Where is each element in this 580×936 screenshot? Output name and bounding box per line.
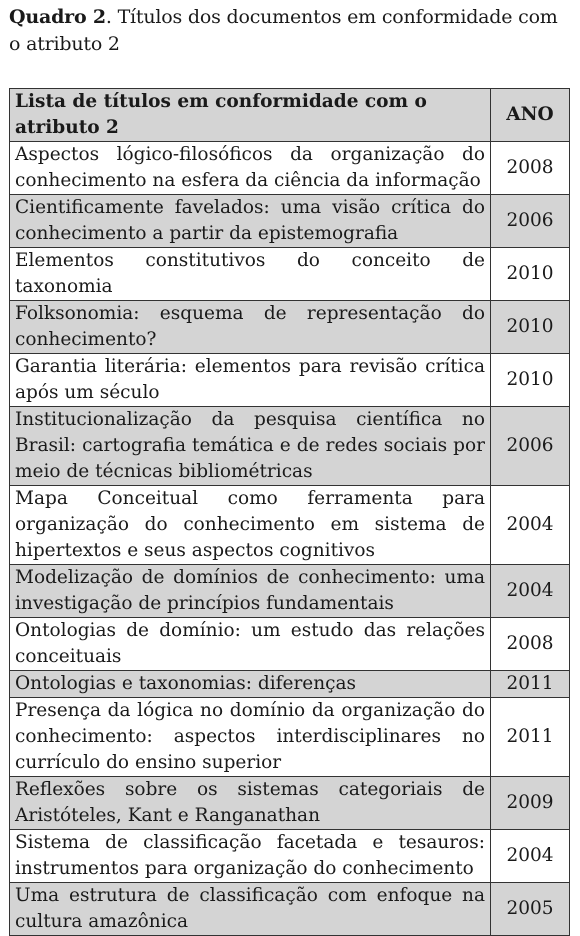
title-column-header: Lista de títulos em conformidade com o atributo 2 bbox=[10, 89, 491, 142]
table-row bbox=[10, 248, 570, 301]
table-row bbox=[10, 407, 570, 486]
document-title-cell: Modelização de domínios de conhecimento: uma investigação de princípios fundamentais bbox=[10, 565, 491, 618]
table-row bbox=[10, 142, 570, 195]
table-row bbox=[10, 486, 570, 565]
table-caption bbox=[9, 4, 569, 58]
document-year-cell: 2004 bbox=[491, 830, 570, 883]
document-title-cell: Reflexões sobre os sistemas categoriais de Aristóteles, Kant e Ranganathan bbox=[10, 777, 491, 830]
document-year-cell: 2011 bbox=[491, 671, 570, 698]
table-body bbox=[10, 142, 570, 936]
table-row bbox=[10, 698, 570, 777]
document-year-cell: 2004 bbox=[491, 565, 570, 618]
table-row bbox=[10, 354, 570, 407]
header-row bbox=[10, 89, 570, 142]
document-year-cell: 2005 bbox=[491, 883, 570, 936]
table-row bbox=[10, 195, 570, 248]
table-row bbox=[10, 830, 570, 883]
document-title-cell: Garantia literária: elementos para revisão crítica após um século bbox=[10, 354, 491, 407]
table-row bbox=[10, 565, 570, 618]
document-title-cell: Ontologias de domínio: um estudo das relações conceituais bbox=[10, 618, 491, 671]
caption-text: . Títulos dos documentos em conformidade com o atributo 2 bbox=[9, 6, 558, 55]
document-title-cell: Institucionalização da pesquisa científica no Brasil: cartografia temática e de redes sociais por meio de técnicas bibliométricas bbox=[10, 407, 491, 486]
document-title-cell: Sistema de classificação facetada e tesauros: instrumentos para organização do conhecimento bbox=[10, 830, 491, 883]
document-year-cell: 2009 bbox=[491, 777, 570, 830]
table-row bbox=[10, 777, 570, 830]
table-row bbox=[10, 301, 570, 354]
document-year-cell: 2006 bbox=[491, 407, 570, 486]
table-row bbox=[10, 883, 570, 936]
document-year-cell: 2008 bbox=[491, 142, 570, 195]
document-year-cell: 2006 bbox=[491, 195, 570, 248]
caption-label: Quadro 2 bbox=[9, 6, 106, 28]
document-year-cell: 2008 bbox=[491, 618, 570, 671]
document-year-cell: 2004 bbox=[491, 486, 570, 565]
document-title-cell: Aspectos lógico-filosóficos da organização do conhecimento na esfera da ciência da informação bbox=[10, 142, 491, 195]
document-title-cell: Cientificamente favelados: uma visão crítica do conhecimento a partir da epistemografia bbox=[10, 195, 491, 248]
document-title-cell: Uma estrutura de classificação com enfoque na cultura amazônica bbox=[10, 883, 491, 936]
document-year-cell: 2010 bbox=[491, 301, 570, 354]
document-title-cell: Elementos constitutivos do conceito de taxonomia bbox=[10, 248, 491, 301]
titles-table bbox=[9, 88, 570, 936]
year-column-header: ANO bbox=[491, 89, 570, 142]
document-title-cell: Ontologias e taxonomias: diferenças bbox=[10, 671, 491, 698]
table-row bbox=[10, 618, 570, 671]
document-year-cell: 2011 bbox=[491, 698, 570, 777]
document-title-cell: Presença da lógica no domínio da organização do conhecimento: aspectos interdisciplinares no currículo do ensino superior bbox=[10, 698, 491, 777]
document-year-cell: 2010 bbox=[491, 354, 570, 407]
document-title-cell: Mapa Conceitual como ferramenta para organização do conhecimento em sistema de hipertextos e seus aspectos cognitivos bbox=[10, 486, 491, 565]
document-title-cell: Folksonomia: esquema de representação do conhecimento? bbox=[10, 301, 491, 354]
document-year-cell: 2010 bbox=[491, 248, 570, 301]
table-row bbox=[10, 671, 570, 698]
